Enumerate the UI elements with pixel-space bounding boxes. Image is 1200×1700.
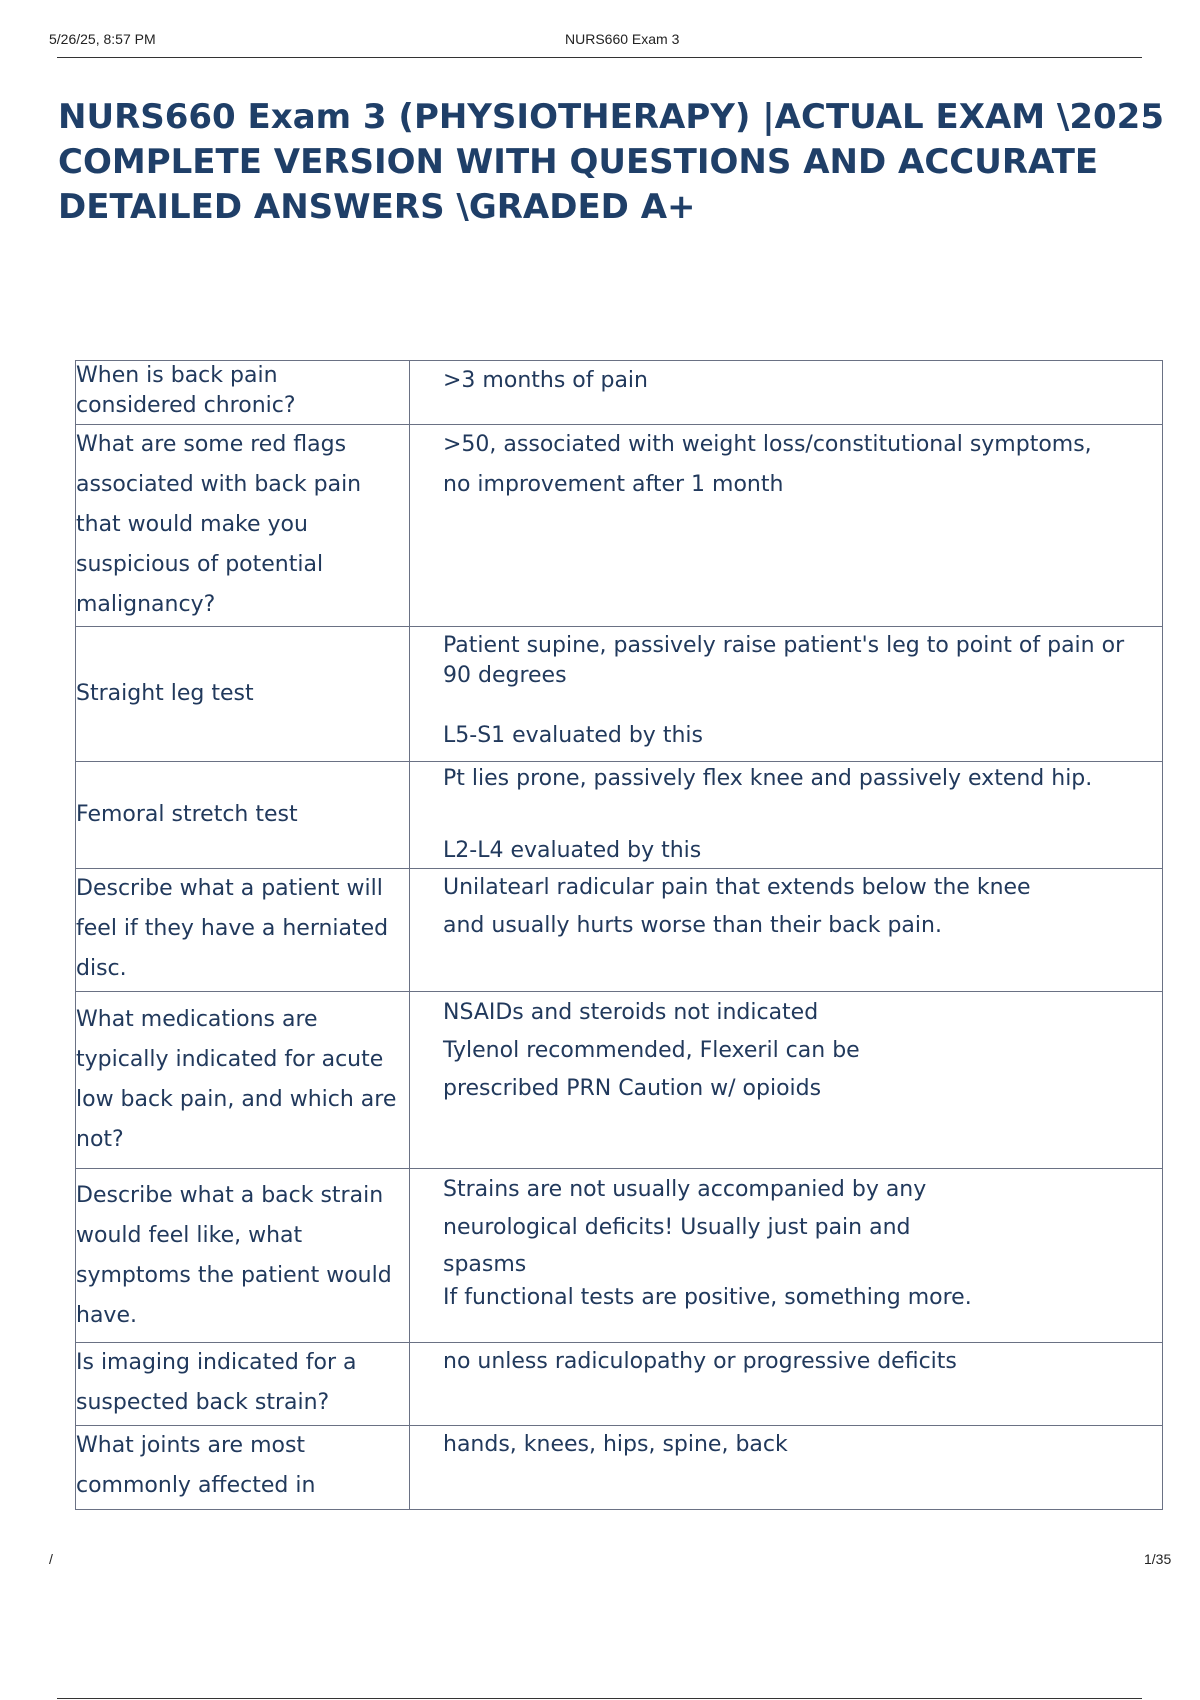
table-row: [76, 1343, 1163, 1426]
page-indicator: 1/35: [1144, 1551, 1172, 1567]
question-text: Is imaging indicated for a suspected back strain?: [76, 1350, 357, 1415]
answer-spacer: [443, 691, 1154, 721]
answer-spacer: [443, 794, 1154, 836]
answer-line: If functional tests are positive, something more.: [443, 1285, 972, 1310]
answer-cell: [410, 762, 1163, 869]
question-cell: [76, 425, 410, 627]
answer-line: no unless radiculopathy or progressive deficits: [443, 1349, 957, 1374]
answer-cell: [410, 1426, 1163, 1510]
print-timestamp: 5/26/25, 8:57 PM: [49, 31, 156, 47]
answer-line: Strains are not usually accompanied by any: [443, 1177, 927, 1202]
table-row: [76, 1426, 1163, 1510]
header-divider: [57, 57, 1142, 58]
answer-line: L2-L4 evaluated by this: [443, 838, 702, 863]
qa-table: [75, 360, 1163, 1510]
table-row: [76, 1169, 1163, 1343]
answer-line: Tylenol recommended, Flexeril can be: [443, 1038, 860, 1063]
question-cell: [76, 869, 410, 992]
table-row: [76, 425, 1163, 627]
answer-line: Patient supine, passively raise patient's leg to point of pain or 90 degrees: [443, 633, 1125, 688]
answer-cell: [410, 1169, 1163, 1343]
question-text: Describe what a back strain would feel like, what symptoms the patient would have.: [76, 1182, 392, 1328]
answer-line: >3 months of pain: [443, 368, 648, 393]
question-cell: [76, 627, 410, 762]
footer-divider: [57, 1698, 1142, 1699]
question-cell: [76, 1169, 410, 1343]
question-text: When is back pain considered chronic?: [76, 363, 296, 418]
answer-line: spasms: [443, 1252, 527, 1277]
question-text: Describe what a patient will feel if they have a herniated disc.: [76, 876, 389, 981]
question-cell: [76, 1426, 410, 1510]
answer-line: hands, knees, hips, spine, back: [443, 1432, 788, 1457]
question-text: What medications are typically indicated for acute low back pain, and which are not?: [76, 1007, 397, 1152]
question-cell: [76, 361, 410, 425]
question-text: What joints are most commonly affected in: [76, 1433, 316, 1498]
question-cell: [76, 992, 410, 1169]
question-text: What are some red flags associated with back pain that would make you suspicious of potential malignancy?: [76, 432, 362, 617]
print-footer-url: /: [49, 1551, 53, 1567]
answer-line: neurological deficits! Usually just pain and: [443, 1215, 911, 1240]
answer-line: no improvement after 1 month: [443, 472, 784, 497]
answer-cell: [410, 1343, 1163, 1426]
question-text: Femoral stretch test: [76, 802, 298, 827]
answer-line: Unilatearl radicular pain that extends below the knee: [443, 875, 1031, 900]
answer-line: L5-S1 evaluated by this: [443, 723, 703, 748]
document-title: NURS660 Exam 3 (PHYSIOTHERAPY) |ACTUAL EXAM \2025 COMPLETE VERSION WITH QUESTIONS AND ACCURATE DETAILED ANSWERS \GRADED A+: [58, 97, 1164, 227]
table-row: [76, 627, 1163, 762]
answer-line: >50, associated with weight loss/constitutional symptoms,: [443, 432, 1092, 457]
table-row: [76, 762, 1163, 869]
answer-line: Pt lies prone, passively flex knee and passively extend hip.: [443, 766, 1093, 791]
print-page-title: NURS660 Exam 3: [565, 31, 680, 47]
table-row: [76, 361, 1163, 425]
answer-line: NSAIDs and steroids not indicated: [443, 1000, 819, 1025]
question-text: Straight leg test: [76, 681, 254, 706]
answer-cell: [410, 992, 1163, 1169]
question-cell: [76, 762, 410, 869]
answer-cell: [410, 627, 1163, 762]
answer-line: prescribed PRN Caution w/ opioids: [443, 1076, 822, 1101]
answer-cell: [410, 425, 1163, 627]
answer-cell: [410, 869, 1163, 992]
question-cell: [76, 1343, 410, 1426]
answer-line: and usually hurts worse than their back pain.: [443, 913, 942, 938]
answer-cell: [410, 361, 1163, 425]
table-row: [76, 869, 1163, 992]
table-row: [76, 992, 1163, 1169]
